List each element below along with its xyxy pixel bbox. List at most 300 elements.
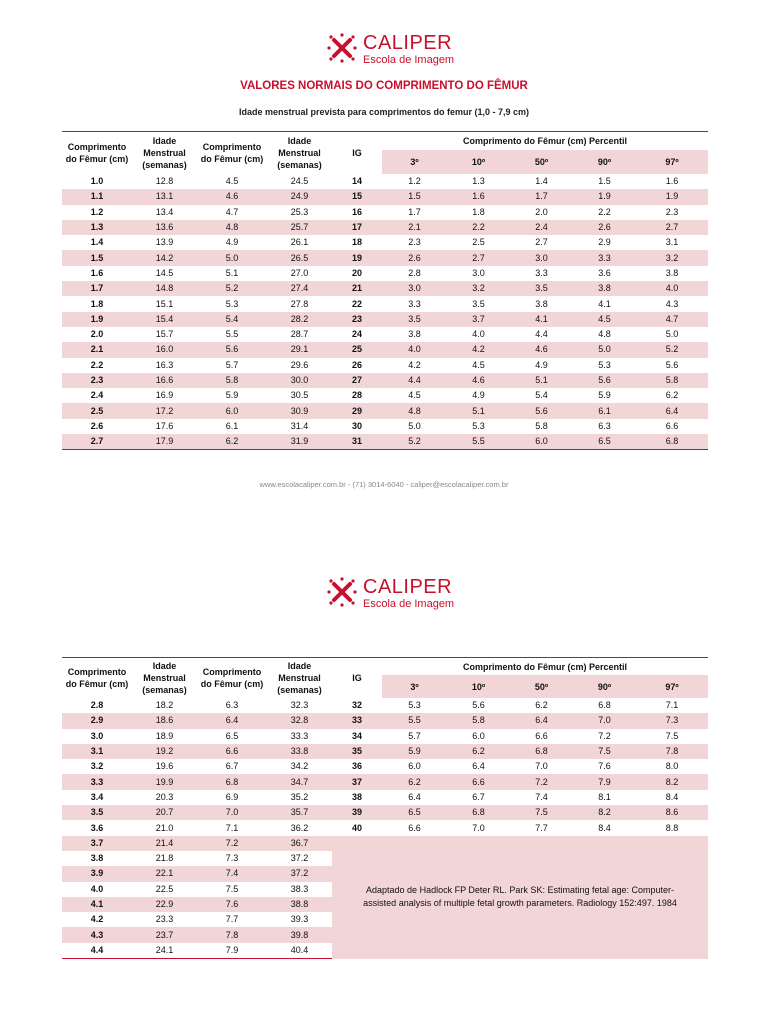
table-cell: 5.4 xyxy=(197,312,267,327)
table-cell: 28 xyxy=(351,390,362,401)
table-cell: 5.4 xyxy=(535,390,548,401)
table-cell: 30.5 xyxy=(290,390,309,401)
table-cell: 3.5 xyxy=(510,281,573,296)
table-cell: 3.3 xyxy=(535,267,548,278)
header-menstrual-age-2: Idade Menstrual (semanas) xyxy=(267,132,332,175)
table-cell: 1.5 xyxy=(598,176,611,187)
table-cell: 3.2 xyxy=(90,761,104,772)
table-cell: 14.8 xyxy=(132,281,197,296)
table-cell: 6.1 xyxy=(573,403,636,418)
header-femur-length: Comprimento do Fêmur (cm) xyxy=(62,658,132,699)
table-cell: 6.3 xyxy=(598,420,611,431)
table-cell: 19.2 xyxy=(132,744,197,759)
table-cell: 5.9 xyxy=(598,390,611,401)
table-cell: 2.6 xyxy=(382,250,447,265)
header-femur-length: Comprimento do Fêmur (cm) xyxy=(62,132,132,175)
table-cell: 1.6 xyxy=(90,267,104,278)
brand-tagline: Escola de Imagem xyxy=(363,54,455,66)
table-cell: 19.9 xyxy=(132,774,197,789)
table-cell: 3.2 xyxy=(447,281,510,296)
table-cell: 1.8 xyxy=(90,298,104,309)
table-cell: 5.8 xyxy=(447,713,510,728)
table-cell: 21.4 xyxy=(132,836,197,851)
table-cell: 3.0 xyxy=(90,730,104,741)
table-cell: 7.0 xyxy=(573,713,636,728)
table-cell: 7.5 xyxy=(573,744,636,759)
table-row xyxy=(62,774,708,789)
table-cell: 35.7 xyxy=(267,805,332,820)
table-cell: 1.9 xyxy=(62,312,132,327)
table-cell: 5.2 xyxy=(197,281,267,296)
table-cell: 6.7 xyxy=(472,791,485,802)
table-cell: 5.0 xyxy=(573,342,636,357)
header-p3: 3º xyxy=(382,150,447,174)
table-cell: 26 xyxy=(351,359,362,370)
table-cell: 22.1 xyxy=(132,866,197,881)
table-cell: 4.9 xyxy=(225,237,239,248)
header-p10: 10º xyxy=(447,150,510,174)
table-cell: 5.5 xyxy=(447,434,510,450)
table-cell: 5.6 xyxy=(573,373,636,388)
table-cell: 25 xyxy=(332,342,382,357)
table-cell: 1.4 xyxy=(90,237,104,248)
table-cell: 5.7 xyxy=(408,730,421,741)
table-cell: 7.1 xyxy=(665,700,679,711)
table-cell: 22 xyxy=(351,298,362,309)
table-row xyxy=(62,403,708,418)
table-cell: 35.2 xyxy=(290,791,309,802)
caliper-logo xyxy=(326,32,456,76)
table-cell: 2.3 xyxy=(665,206,679,217)
table-row xyxy=(62,327,708,342)
table-cell: 8.1 xyxy=(598,791,611,802)
table-cell: 3.7 xyxy=(62,836,132,851)
header-p50: 50º xyxy=(510,675,573,698)
table-row xyxy=(62,820,708,835)
table-row xyxy=(62,434,708,450)
table-1-body xyxy=(62,174,708,450)
table-cell: 20.7 xyxy=(132,805,197,820)
table-cell: 3.9 xyxy=(62,866,132,881)
table-cell: 3.0 xyxy=(382,281,447,296)
table-cell: 24.5 xyxy=(290,176,309,187)
table-cell: 5.8 xyxy=(535,420,548,431)
table-cell: 33 xyxy=(332,713,382,728)
brand-name: CALIPER xyxy=(363,576,453,598)
table-cell: 24 xyxy=(351,329,362,340)
table-cell: 1.5 xyxy=(382,189,447,204)
table-cell: 20.3 xyxy=(155,791,174,802)
table-cell: 38 xyxy=(351,791,362,802)
table-cell: 2.2 xyxy=(598,206,611,217)
table-row xyxy=(62,836,708,851)
table-row xyxy=(62,189,708,204)
table-cell: 37.2 xyxy=(267,866,332,881)
table-cell: 6.4 xyxy=(197,713,267,728)
table-cell: 6.1 xyxy=(225,420,239,431)
table-cell: 5.2 xyxy=(382,434,447,450)
table-cell: 4.1 xyxy=(62,897,132,912)
table-cell: 4.8 xyxy=(382,403,447,418)
table-cell: 4.4 xyxy=(382,373,447,388)
table-cell: 6.2 xyxy=(197,434,267,450)
table-cell: 4.4 xyxy=(535,329,548,340)
table-cell: 16.3 xyxy=(155,359,174,370)
table-cell: 4.1 xyxy=(510,312,573,327)
table-cell: 27.0 xyxy=(290,267,309,278)
table-cell: 35 xyxy=(332,744,382,759)
table-cell: 28.2 xyxy=(267,312,332,327)
table-cell: 40 xyxy=(351,822,362,833)
table-cell: 3.6 xyxy=(90,822,104,833)
table-cell: 6.6 xyxy=(408,822,421,833)
table-cell: 5.7 xyxy=(225,359,239,370)
table-cell: 7.8 xyxy=(197,927,267,942)
table-cell: 6.2 xyxy=(535,700,548,711)
table-cell: 19 xyxy=(332,250,382,265)
table-row xyxy=(62,358,708,373)
table-cell: 4.0 xyxy=(90,883,104,894)
table-row xyxy=(62,698,708,713)
table-cell: 4.5 xyxy=(225,176,239,187)
table-cell: 5.6 xyxy=(197,342,267,357)
table-cell: 21.8 xyxy=(155,853,174,864)
table-cell: 7.3 xyxy=(636,713,708,728)
table-cell: 7.1 xyxy=(225,822,239,833)
header-p90: 90º xyxy=(573,150,636,174)
table-cell: 4.3 xyxy=(665,298,679,309)
table-cell: 23 xyxy=(332,312,382,327)
table-cell: 24.1 xyxy=(132,943,197,959)
table-cell: 25.3 xyxy=(290,206,309,217)
table-cell: 34.2 xyxy=(290,761,309,772)
page-subtitle: Idade menstrual prevista para comprimentos do femur (1,0 - 7,9 cm) xyxy=(238,107,530,117)
table-cell: 4.7 xyxy=(636,312,708,327)
table-row xyxy=(62,281,708,296)
table-cell: 36.7 xyxy=(267,836,332,851)
table-cell: 15.7 xyxy=(155,329,174,340)
table-cell: 4.6 xyxy=(510,342,573,357)
table-cell: 3.3 xyxy=(62,774,132,789)
table-cell: 2.2 xyxy=(90,359,104,370)
table-cell: 17.9 xyxy=(132,434,197,450)
table-cell: 2.4 xyxy=(510,220,573,235)
table-cell: 21.0 xyxy=(155,822,174,833)
table-cell: 2.8 xyxy=(90,700,104,711)
footer-contact-1: www.escolacaliper.com.br - (71) 3014-6040 - caliper@escolacaliper.com.br xyxy=(259,480,509,489)
table-cell: 2.6 xyxy=(90,420,104,431)
table-cell: 27.4 xyxy=(267,281,332,296)
table-cell: 7.0 xyxy=(535,761,548,772)
table-cell: 6.6 xyxy=(447,774,510,789)
table-cell: 39.8 xyxy=(267,927,332,942)
table-cell: 7.4 xyxy=(535,791,548,802)
header-menstrual-age: Idade Menstrual (semanas) xyxy=(132,658,197,699)
table-cell: 6.2 xyxy=(382,774,447,789)
table-cell: 22.5 xyxy=(155,883,174,894)
header-p3: 3º xyxy=(382,675,447,698)
table-cell: 28.7 xyxy=(290,329,309,340)
table-cell: 7.3 xyxy=(225,853,239,864)
table-cell: 2.0 xyxy=(535,206,548,217)
table-cell: 18.6 xyxy=(132,713,197,728)
table-cell: 1.3 xyxy=(62,220,132,235)
table-cell: 37.2 xyxy=(290,853,309,864)
table-cell: 7.5 xyxy=(665,730,679,741)
table-row xyxy=(62,235,708,250)
table-cell: 5.2 xyxy=(636,342,708,357)
table-cell: 7.5 xyxy=(510,805,573,820)
table-cell: 6.8 xyxy=(510,744,573,759)
table-cell: 3.8 xyxy=(408,329,421,340)
table-cell: 2.2 xyxy=(447,220,510,235)
table-cell: 5.9 xyxy=(382,744,447,759)
table-cell: 6.4 xyxy=(408,791,421,802)
table-cell: 12.8 xyxy=(155,176,174,187)
table-cell: 6.0 xyxy=(472,730,485,741)
table-cell: 2.1 xyxy=(382,220,447,235)
table-cell: 13.4 xyxy=(155,206,174,217)
header-p10: 10º xyxy=(447,675,510,698)
table-cell: 7.7 xyxy=(535,822,548,833)
table-cell: 3.5 xyxy=(472,298,485,309)
table-cell: 21 xyxy=(332,281,382,296)
table-row xyxy=(62,388,708,403)
table-cell: 3.8 xyxy=(90,853,104,864)
table-cell: 1.9 xyxy=(636,189,708,204)
table-cell: 4.2 xyxy=(90,914,104,925)
table-cell: 4.1 xyxy=(598,298,611,309)
table-cell: 29.1 xyxy=(267,342,332,357)
table-cell: 8.6 xyxy=(636,805,708,820)
table-cell: 2.7 xyxy=(62,434,132,450)
table-cell: 1.7 xyxy=(510,189,573,204)
table-cell: 13.9 xyxy=(155,237,174,248)
table-cell: 17.2 xyxy=(132,403,197,418)
table-cell: 31.4 xyxy=(290,420,309,431)
table-cell: 4.5 xyxy=(472,359,485,370)
table-cell: 8.2 xyxy=(636,774,708,789)
table-cell: 18.2 xyxy=(155,700,174,711)
table-cell: 5.0 xyxy=(408,420,421,431)
table-cell: 33.3 xyxy=(290,730,309,741)
table-cell: 1.4 xyxy=(535,176,548,187)
table-cell: 17 xyxy=(332,220,382,235)
table-cell: 38.3 xyxy=(290,883,309,894)
table-cell: 27 xyxy=(332,373,382,388)
table-cell: 5.1 xyxy=(510,373,573,388)
table-row xyxy=(62,250,708,265)
table-row xyxy=(62,805,708,820)
table-cell: 24.9 xyxy=(267,189,332,204)
header-ig: IG xyxy=(332,658,382,699)
table-cell: 2.3 xyxy=(408,237,421,248)
table-cell: 3.1 xyxy=(62,744,132,759)
table-row xyxy=(62,729,708,744)
table-cell: 31.9 xyxy=(267,434,332,450)
table-cell: 4.4 xyxy=(62,943,132,959)
table-row xyxy=(62,312,708,327)
table-row xyxy=(62,759,708,774)
table-cell: 5.3 xyxy=(598,359,611,370)
table-cell: 29 xyxy=(332,403,382,418)
table-cell: 2.7 xyxy=(535,237,548,248)
table-row xyxy=(62,174,708,189)
table-cell: 6.0 xyxy=(408,761,421,772)
table-cell: 6.4 xyxy=(510,713,573,728)
table-cell: 6.7 xyxy=(225,761,239,772)
table-cell: 3.1 xyxy=(665,237,679,248)
table-2-body xyxy=(62,698,708,959)
table-cell: 5.0 xyxy=(197,250,267,265)
table-cell: 6.5 xyxy=(382,805,447,820)
table-cell: 6.0 xyxy=(197,403,267,418)
table-cell: 4.9 xyxy=(472,390,485,401)
table-cell: 30.0 xyxy=(267,373,332,388)
table-cell: 2.7 xyxy=(636,220,708,235)
table-cell: 2.3 xyxy=(62,373,132,388)
table-cell: 7.9 xyxy=(197,943,267,959)
table-cell: 1.2 xyxy=(408,176,421,187)
header-percentil: Comprimento do Fêmur (cm) Percentil xyxy=(382,658,708,676)
table-cell: 7.2 xyxy=(510,774,573,789)
table-row xyxy=(62,373,708,388)
table-cell: 1.1 xyxy=(62,189,132,204)
table-cell: 7.2 xyxy=(197,836,267,851)
table-cell: 6.2 xyxy=(665,390,679,401)
table-row xyxy=(62,713,708,728)
table-cell: 2.5 xyxy=(62,403,132,418)
table-cell: 39 xyxy=(332,805,382,820)
table-cell: 5.1 xyxy=(225,267,239,278)
header-femur-length-2: Comprimento do Fêmur (cm) xyxy=(197,658,267,699)
table-cell: 4.5 xyxy=(408,390,421,401)
caliper-logo-icon xyxy=(326,32,358,64)
table-cell: 4.8 xyxy=(197,220,267,235)
table-cell: 18 xyxy=(351,237,362,248)
table-cell: 26.5 xyxy=(267,250,332,265)
table-cell: 6.5 xyxy=(573,434,636,450)
table-cell: 4.2 xyxy=(447,342,510,357)
table-cell: 32.8 xyxy=(267,713,332,728)
table-cell: 5.5 xyxy=(225,329,239,340)
caliper-logo-icon xyxy=(326,576,358,608)
table-cell: 5.0 xyxy=(665,329,679,340)
table-cell: 4.6 xyxy=(447,373,510,388)
table-cell: 3.6 xyxy=(598,267,611,278)
table-cell: 36 xyxy=(351,761,362,772)
table-cell: 18.9 xyxy=(155,730,174,741)
table-cell: 32.3 xyxy=(290,700,309,711)
table-row xyxy=(62,744,708,759)
table-cell: 1.3 xyxy=(472,176,485,187)
caliper-logo-2 xyxy=(326,576,456,620)
table-cell: 1.6 xyxy=(665,176,679,187)
table-cell: 36.2 xyxy=(290,822,309,833)
brand-tagline: Escola de Imagem xyxy=(363,598,455,610)
table-cell: 8.0 xyxy=(665,761,679,772)
table-cell: 7.9 xyxy=(573,774,636,789)
table-cell: 4.8 xyxy=(598,329,611,340)
table-cell: 31 xyxy=(332,434,382,450)
table-cell: 3.5 xyxy=(62,805,132,820)
table-row xyxy=(62,790,708,805)
table-cell: 23.7 xyxy=(132,927,197,942)
header-femur-length-2: Comprimento do Fêmur (cm) xyxy=(197,132,267,175)
femur-table-1 xyxy=(62,131,708,450)
reference-note: Adaptado de Hadlock FP Deter RL. Park SK: Estimating fetal age: Computer-assisted analysis of multiple fetal growth parameters. Radiology 152:497. 1984 xyxy=(332,836,708,959)
table-cell: 7.6 xyxy=(598,761,611,772)
table-cell: 14.2 xyxy=(132,250,197,265)
table-cell: 3.7 xyxy=(447,312,510,327)
table-cell: 14 xyxy=(351,176,362,187)
table-cell: 6.5 xyxy=(225,730,239,741)
table-cell: 8.2 xyxy=(573,805,636,820)
table-cell: 6.3 xyxy=(225,700,239,711)
table-cell: 3.0 xyxy=(472,267,485,278)
table-cell: 5.3 xyxy=(408,700,421,711)
table-cell: 6.8 xyxy=(598,700,611,711)
table-cell: 3.3 xyxy=(408,298,421,309)
table-cell: 4.6 xyxy=(197,189,267,204)
table-row xyxy=(62,419,708,434)
table-cell: 6.6 xyxy=(665,420,679,431)
table-cell: 2.1 xyxy=(62,342,132,357)
table-row xyxy=(62,220,708,235)
table-cell: 13.1 xyxy=(132,189,197,204)
table-cell: 37 xyxy=(332,774,382,789)
table-cell: 25.7 xyxy=(267,220,332,235)
table-cell: 5.5 xyxy=(382,713,447,728)
table-cell: 19.6 xyxy=(155,761,174,772)
table-cell: 1.7 xyxy=(408,206,421,217)
table-cell: 20 xyxy=(351,267,362,278)
header-p90: 90º xyxy=(573,675,636,698)
table-cell: 7.5 xyxy=(225,883,239,894)
table-cell: 6.4 xyxy=(472,761,485,772)
table-cell: 7.6 xyxy=(197,897,267,912)
table-cell: 2.0 xyxy=(90,329,104,340)
table-cell: 26.1 xyxy=(290,237,309,248)
femur-table-2 xyxy=(62,657,708,959)
table-cell: 4.7 xyxy=(225,206,239,217)
table-cell: 7.0 xyxy=(472,822,485,833)
table-row xyxy=(62,205,708,220)
table-cell: 2.9 xyxy=(62,713,132,728)
table-cell: 34 xyxy=(351,730,362,741)
table-cell: 40.4 xyxy=(267,943,332,959)
table-cell: 4.5 xyxy=(573,312,636,327)
brand-name: CALIPER xyxy=(363,32,453,54)
table-cell: 4.0 xyxy=(382,342,447,357)
table-cell: 2.8 xyxy=(408,267,421,278)
table-cell: 30 xyxy=(351,420,362,431)
table-cell: 5.9 xyxy=(225,390,239,401)
table-cell: 1.0 xyxy=(90,176,104,187)
table-cell: 16.9 xyxy=(155,390,174,401)
table-cell: 8.4 xyxy=(598,822,611,833)
table-cell: 15.4 xyxy=(132,312,197,327)
header-percentil: Comprimento do Fêmur (cm) Percentil xyxy=(382,132,708,151)
table-cell: 27.8 xyxy=(290,298,309,309)
table-row xyxy=(62,342,708,357)
table-cell: 5.8 xyxy=(636,373,708,388)
table-cell: 8.8 xyxy=(665,822,679,833)
table-cell: 7.7 xyxy=(225,914,239,925)
table-cell: 3.3 xyxy=(573,250,636,265)
table-cell: 6.6 xyxy=(197,744,267,759)
table-cell: 6.6 xyxy=(535,730,548,741)
